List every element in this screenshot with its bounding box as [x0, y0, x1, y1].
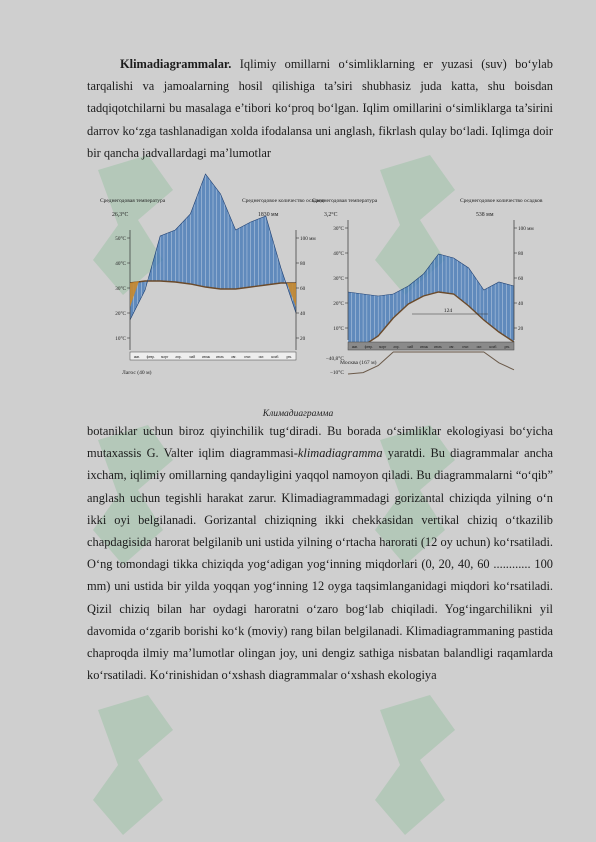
month-label: дек.	[504, 345, 511, 349]
month-label: апр.	[393, 345, 400, 349]
paragraph-body-part2: yaratdi. Bu diagrammalar ancha ixcham, iqlimiy omillarning qandayligini yaqqol namoyon qiladi. Bu diagrammalarni “o‘qib” anglash uchun tegishli harakat zarur. Klimadiagrammadagi gorizantal chiziqda yilning o‘n ikki oyi belgilanadi. Gorizantal chiziqning ikki chekkasidan vertikal chiziq o‘tkazilib chapdagisida harorat belgilanib uni ustida yilning o‘rtacha harorati (12 oy uchun) ko‘rsatiladi. O‘ng tomondagi tikka chiziqda yog‘adigan yog‘inning miqdorlari (0, 20, 40, 60 ............ 100 mm) uni ustida bir yilda yoqqan yog‘inning 12 oyga taqsimlanganidagi miqdori ko‘rsatiladi. Qizil chiziq bilan har oydagi haroratni o‘zaro bog‘lab chiqiladi. Yog‘ingarchilikni yil davomida o‘zgarib borishi ko‘k (moviy) rang bilan belgilanadi. Klimadiagrammaning pastida chaproqda ilmiy ma’lumotlar olingan joy, uni dengiz sathiga nisbatan balandligi raqamlarda ko‘rsatiladi. Ko‘rinishidan o‘xshash diagrammalar o‘xshash ekologiya	[87, 446, 553, 683]
month-label: янв.	[133, 355, 141, 359]
month-label: нояб.	[489, 345, 498, 349]
left-tick-label: 20°C	[115, 311, 126, 317]
month-label: февр.	[364, 345, 373, 349]
section-lead: Klimadiagrammalar.	[120, 57, 232, 71]
paragraph-body-part1: botaniklar uchun biroz qiyinchilik tug‘diradi. Bu borada o‘simliklar ekologiyasi bo‘yicha mutaxassis G. Valter iqlim diagrammasi-	[87, 424, 553, 461]
left-tick-label: 50°C	[115, 236, 126, 242]
mean-temperature-label: 3,2°C	[324, 212, 338, 218]
annual-precipitation-label: 1830 мм	[258, 212, 279, 218]
right-tick-label: 100 мм	[300, 236, 316, 242]
month-label: июль	[215, 355, 224, 359]
annual-precipitation-label: 538 мм	[476, 212, 494, 218]
right-axis-heading: Среднегодовое количество осадков	[242, 198, 325, 204]
left-tick-label: 40°C	[333, 251, 344, 257]
right-tick-label: 20	[518, 326, 524, 332]
right-tick-label: 40	[518, 301, 524, 307]
right-tick-label: 20	[300, 336, 306, 342]
watermark-logo	[78, 690, 188, 840]
month-label: сент.	[243, 355, 252, 359]
right-tick-label: 80	[300, 261, 306, 267]
station-label: Лагос (40 м)	[122, 370, 152, 376]
left-tick-label: 30°C	[333, 276, 344, 282]
month-label: нояб.	[271, 355, 280, 359]
month-label: май	[407, 345, 414, 349]
absolute-minimum-label: −40,8°C	[325, 356, 344, 362]
paragraph-intro	[87, 53, 553, 164]
right-tick-label: 40	[300, 311, 306, 317]
term-klimadiagramma: klimadiagramma	[297, 446, 383, 461]
climate-diagram-figure	[96, 186, 543, 406]
left-tick-label: 20°C	[333, 301, 344, 307]
month-label: июнь	[419, 345, 429, 349]
month-label: сент.	[461, 345, 470, 349]
right-tick-label: 100 мм	[518, 226, 534, 232]
month-label: янв.	[351, 345, 359, 349]
month-label: июль	[433, 345, 442, 349]
minimum-label: −10°C	[329, 370, 344, 376]
left-tick-label: 10°C	[333, 326, 344, 332]
right-axis-heading: Среднегодовое количество осадков	[460, 198, 543, 204]
paragraph-body	[87, 420, 553, 686]
right-tick-label: 60	[300, 286, 306, 292]
watermark-logo	[360, 690, 470, 840]
month-label: июнь	[201, 355, 211, 359]
month-label: окт.	[476, 345, 483, 349]
left-axis-heading: Среднегодовая температура	[100, 198, 166, 204]
mean-temperature-label: 26,3°C	[112, 212, 129, 218]
figure-caption: Климадиаграмма	[262, 409, 334, 419]
month-label: февр.	[146, 355, 155, 359]
left-tick-label: 30°C	[115, 286, 126, 292]
month-label: дек.	[286, 355, 293, 359]
paragraph-intro-text: Iqlimiy omillarni o‘simliklarning er yuzasi (suv) bo‘ylab tarqalishi va jamoalarning hosil qilishiga ta’siri shubhasiz juda katta, shu boisdan tadqiqotchilarni bu masalaga e’tibori ko‘proq bo‘lgan. Iqlim omillarini o‘simliklarga ta’sirini darrov ko‘zga tashlanadigan xolda ifodalansa uni anglash, fikrlash qulay bo‘ladi. Iqlimga doir bir qancha jadvallardagi ma’lumotlar	[87, 57, 553, 160]
month-label: авг.	[449, 345, 455, 349]
right-tick-label: 60	[518, 276, 524, 282]
month-label: май	[189, 355, 196, 359]
right-tick-label: 80	[518, 251, 524, 257]
month-label: апр.	[175, 355, 182, 359]
month-label: март	[378, 345, 387, 349]
left-tick-label: 40°C	[115, 261, 126, 267]
left-tick-label: 10°C	[115, 336, 126, 342]
left-tick-label: 30°C	[333, 226, 344, 232]
left-axis-heading: Среднегодовая температура	[312, 198, 378, 204]
station-label: Москва (167 м)	[340, 360, 377, 366]
month-label: март	[160, 355, 169, 359]
month-label: авг.	[231, 355, 237, 359]
frost-free-days-label: 124	[443, 308, 453, 314]
month-label: окт.	[258, 355, 265, 359]
